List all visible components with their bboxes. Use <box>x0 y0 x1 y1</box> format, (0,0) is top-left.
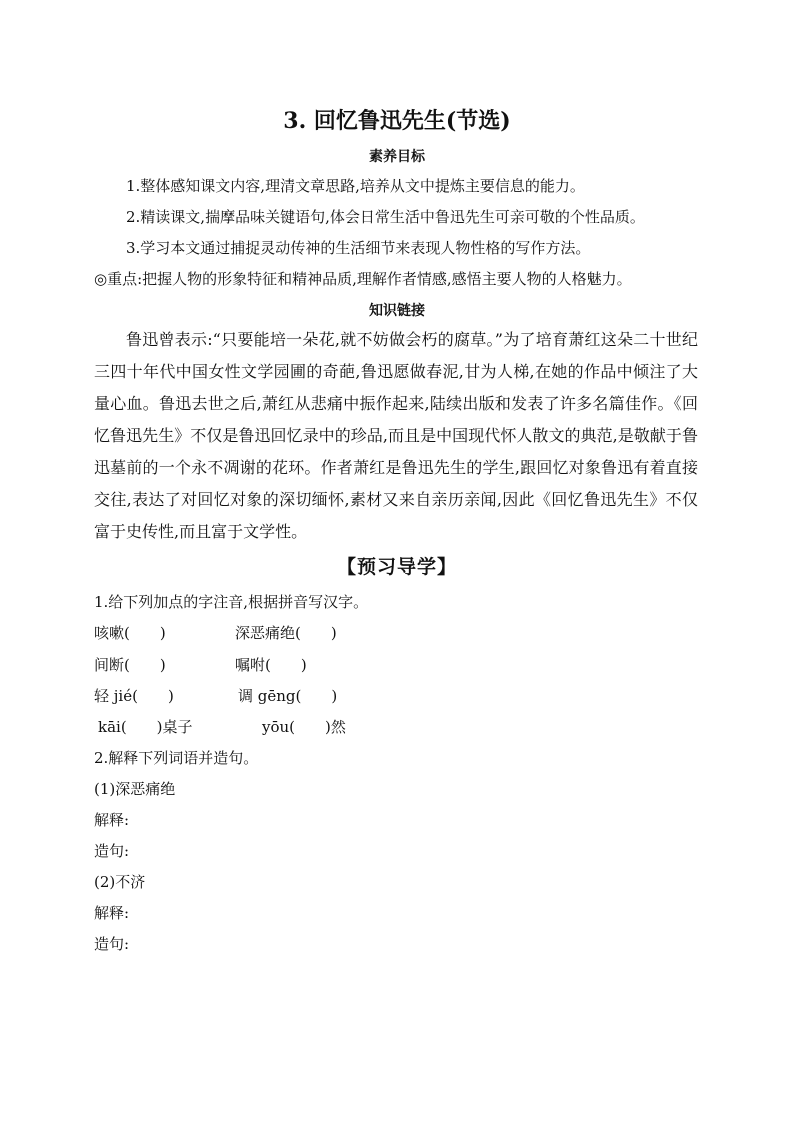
goal-item: 3.学习本文通过捕捉灵动传神的生活细节来表现人物性格的写作方法。 <box>126 239 591 257</box>
pinyin-item: kāi( )桌子 <box>98 718 193 736</box>
page-title: 3. 回忆鲁迅先生(节选) <box>283 108 511 134</box>
explain-label: 解释: <box>94 904 130 922</box>
preview-banner: 【预习导学】 <box>336 556 457 578</box>
focus-line: ◎重点:把握人物的形象特征和精神品质,理解作者情感,感悟主要人物的人格魅力。 <box>94 270 632 288</box>
sentence-label: 造句: <box>94 935 130 953</box>
term-label: (1)深恶痛绝 <box>94 780 176 798</box>
question-2-prompt: 2.解释下列词语并造句。 <box>94 749 259 767</box>
pinyin-item: 深恶痛绝( ) <box>235 624 337 642</box>
pinyin-item: 轻 jié( ) <box>94 687 174 705</box>
goals-heading: 素养目标 <box>369 149 425 165</box>
pinyin-item: 咳嗽( ) <box>94 624 166 642</box>
explain-label: 解释: <box>94 811 130 829</box>
knowledge-paragraph: 鲁迅曾表示:“只要能培一朵花,就不妨做会朽的腐草。”为了培育萧红这朵二十世纪三四十年代中国女性文学园圃的奇葩,鲁迅愿做春泥,甘为人梯,在她的作品中倾注了大量心血。鲁迅去世之后,萧红从悲痛中振作起来,陆续出版和发表了许多名篇佳作。《回忆鲁迅先生》不仅是鲁迅回忆录中的珍品,而且是中国现代怀人散文的典范,是敬献于鲁迅墓前的一个永不凋谢的花环。作者萧红是鲁迅先生的学生,跟回忆对象鲁迅有着直接交往,表达了对回忆对象的深切缅怀,素材又来自亲历亲闻,因此《回忆鲁迅先生》不仅富于史传性,而且富于文学性。 <box>94 330 698 541</box>
goal-item: 1.整体感知课文内容,理清文章思路,培养从文中提炼主要信息的能力。 <box>126 177 585 195</box>
pinyin-item: 调 gēng( ) <box>238 687 338 705</box>
knowledge-heading: 知识链接 <box>369 303 425 319</box>
pinyin-item: yōu( )然 <box>262 718 346 736</box>
goal-item: 2.精读课文,揣摩品味关键语句,体会日常生活中鲁迅先生可亲可敬的个性品质。 <box>126 208 645 226</box>
pinyin-item: 嘱咐( ) <box>235 656 307 674</box>
question-1-prompt: 1.给下列加点的字注音,根据拼音写汉字。 <box>94 593 369 611</box>
pinyin-item: 间断( ) <box>94 656 166 674</box>
sentence-label: 造句: <box>94 842 130 860</box>
term-label: (2)不济 <box>94 873 146 891</box>
